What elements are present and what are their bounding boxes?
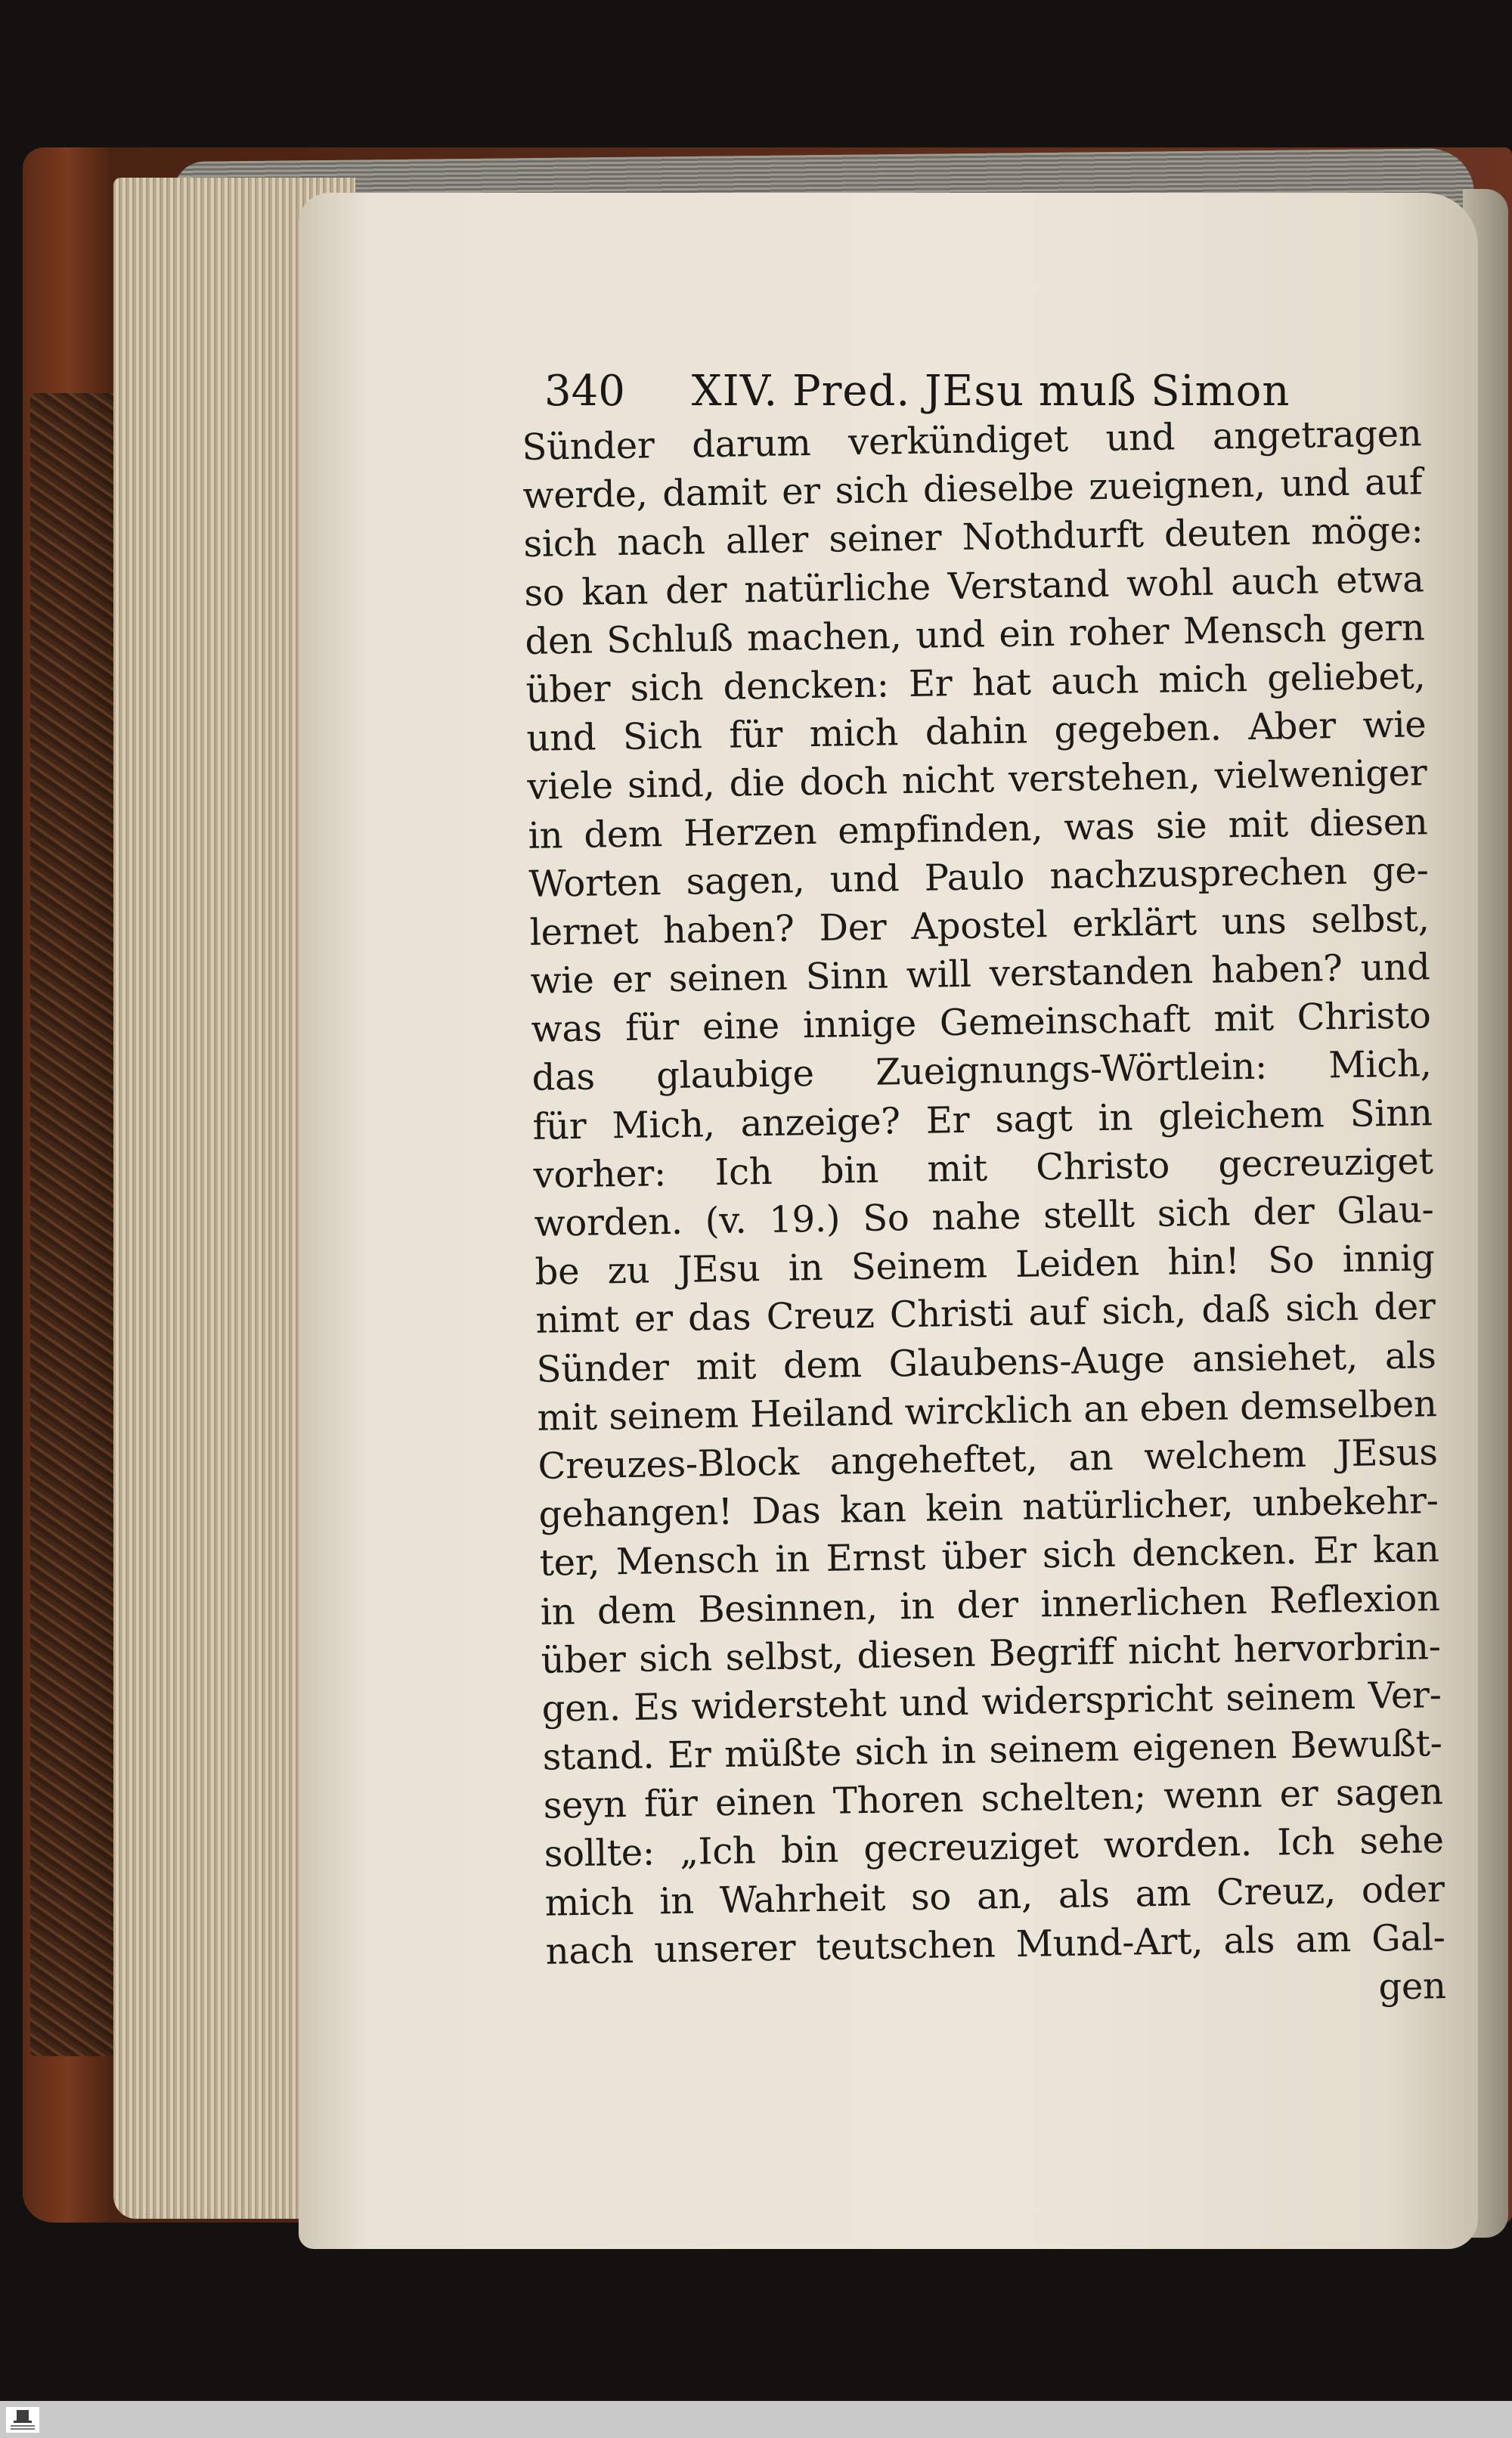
text-line: über sich selbst, diesen Begriff nicht hervorbrin- bbox=[541, 1625, 1442, 1682]
text-line: in dem Herzen empfinden, was sie mit diesen bbox=[528, 800, 1428, 857]
text-line: sich nach aller seiner Nothdurft deuten möge: bbox=[523, 509, 1424, 566]
text-line: das glaubige Zueignungs-Wörtlein: Mich, bbox=[531, 1042, 1432, 1100]
text-line: viele sind, die doch nicht verstehen, vielweniger bbox=[527, 751, 1427, 809]
text-line: was für eine innige Gemeinschaft mit Christo bbox=[531, 994, 1431, 1052]
text-line: in dem Besinnen, in der innerlichen Reflexion bbox=[540, 1576, 1440, 1634]
text-line: nimt er das Creuz Christi auf sich, daß sich der bbox=[535, 1285, 1436, 1343]
running-title: XIV. Pred. JEsu muß Simon bbox=[691, 367, 1290, 416]
viewer-footer-bar bbox=[0, 2401, 1512, 2438]
text-line: gen. Es widersteht und widerspricht seinem Ver- bbox=[541, 1673, 1442, 1730]
text-line: nach unserer teutschen Mund-Art, als am Gal- bbox=[545, 1916, 1446, 1973]
text-line: vorher: Ich bin mit Christo gecreuziget bbox=[533, 1140, 1433, 1197]
text-line: Worten sagen, und Paulo nachzusprechen ge- bbox=[528, 848, 1429, 906]
text-line: werde, damit er sich dieselbe zueignen, und auf bbox=[522, 460, 1423, 518]
text-line: be zu JEsu in Seinem Leiden hin! So innig bbox=[534, 1237, 1435, 1294]
text-line: Sünder mit dem Glaubens-Auge ansiehet, als bbox=[536, 1334, 1436, 1391]
text-line: sollte: „Ich bin gecreuziget worden. Ich sehe bbox=[544, 1819, 1445, 1876]
text-line: stand. Er müßte sich in seinem eigenen Bewußt- bbox=[542, 1722, 1443, 1779]
text-line: Creuzes-Block angeheftet, an welchem JEsus bbox=[538, 1431, 1438, 1488]
text-line: gehangen! Das kan kein natürlicher, unbekehr- bbox=[538, 1479, 1439, 1536]
text-line: lernet haben? Der Apostel erklärt uns selbst, bbox=[529, 897, 1430, 954]
text-line: den Schluß machen, und ein roher Mensch gern bbox=[525, 606, 1425, 663]
catchword: gen bbox=[1378, 1965, 1447, 2009]
text-line: Sünder darum verkündiget und angetragen bbox=[522, 412, 1422, 469]
text-line: worden. (v. 19.) So nahe stellt sich der Glau- bbox=[534, 1188, 1434, 1245]
text-line: für Mich, anzeige? Er sagt in gleichem Sinn bbox=[532, 1091, 1433, 1148]
text-line: so kan der natürliche Verstand wohl auch etwa bbox=[524, 557, 1424, 615]
text-line: mich in Wahrheit so an, als am Creuz, oder bbox=[544, 1867, 1445, 1925]
library-logo-icon bbox=[6, 2407, 39, 2433]
page-number: 340 bbox=[544, 367, 625, 416]
marbled-binding bbox=[30, 393, 121, 2056]
text-line: ter, Mensch in Ernst über sich dencken. Er kan bbox=[539, 1528, 1439, 1585]
text-line: seyn für einen Thoren schelten; wenn er sagen bbox=[543, 1770, 1444, 1828]
text-line: über sich dencken: Er hat auch mich geliebet, bbox=[525, 655, 1426, 711]
text-line: und Sich für mich dahin gegeben. Aber wie bbox=[526, 703, 1427, 761]
text-line: wie er seinen Sinn will verstanden haben? und bbox=[530, 946, 1430, 1002]
text-line: mit seinem Heiland wircklich an eben demselben bbox=[537, 1382, 1437, 1439]
body-text bbox=[522, 409, 1446, 2024]
